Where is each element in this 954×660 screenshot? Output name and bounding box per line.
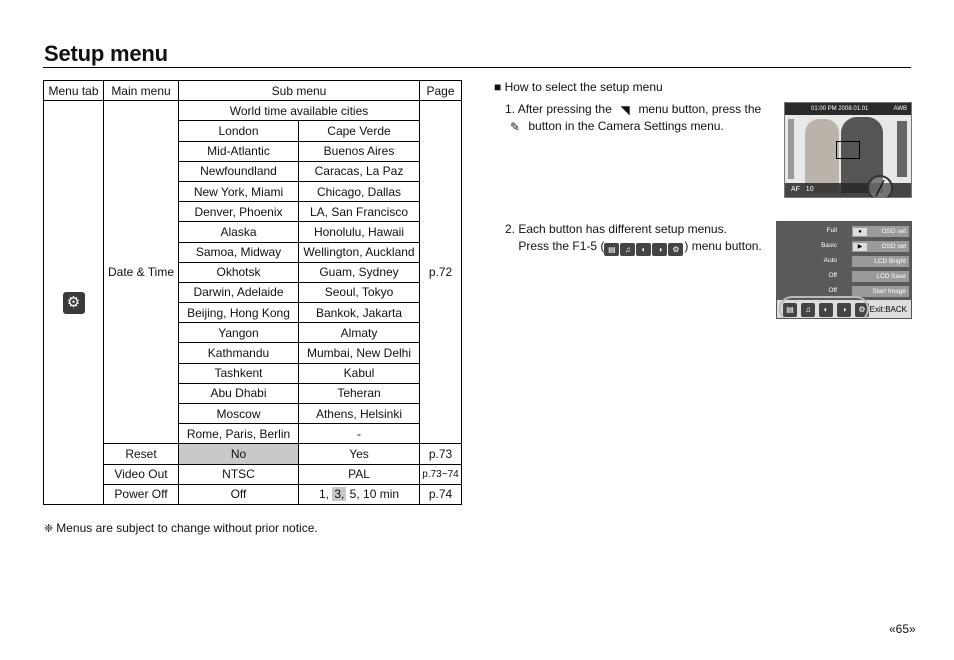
city-cell: Mumbai, New Delhi [299, 343, 420, 363]
city-cell: Athens, Helsinki [299, 404, 420, 424]
step-2 [505, 221, 775, 257]
f3-icon: ◐ [636, 243, 651, 256]
table-row [44, 444, 462, 464]
city-cell: Kabul [299, 363, 420, 383]
lcd-row-left: Off [828, 272, 837, 279]
city-cell: Newfoundland [179, 161, 299, 181]
lcd-menu-row [777, 254, 911, 268]
step-2-number: 2. [505, 222, 516, 236]
step-2-text-post: ) menu button. [684, 239, 762, 253]
step-1-text-post: button in the Camera Settings menu. [528, 119, 724, 133]
lcd-menu-row [777, 269, 911, 283]
lcd-af-label: AF [791, 186, 800, 193]
howto-heading [494, 80, 663, 94]
city-cell: Alaska [179, 222, 299, 242]
city-cell: Yangon [179, 323, 299, 343]
lcd-row-right: LCD Bright [852, 256, 909, 267]
page-ref-reset: p.73 [420, 444, 462, 464]
city-cell: LA, San Francisco [299, 202, 420, 222]
lcd-row-right: Start Image [852, 286, 909, 297]
page-title: Setup menu [44, 41, 168, 66]
step-2-text-line1: Each button has different setup menus. [518, 222, 727, 236]
city-cell: Honolulu, Hawaii [299, 222, 420, 242]
step-1-text-pre: After pressing the [517, 102, 612, 116]
main-menu-video-out: Video Out [104, 464, 179, 484]
f1-f5-icons [604, 240, 684, 257]
city-cell: - [299, 424, 420, 444]
city-cell: Tashkent [179, 363, 299, 383]
city-cell: Seoul, Tokyo [299, 282, 420, 302]
city-cell: Cape Verde [299, 121, 420, 141]
f2-sound-icon: ♫ [801, 303, 815, 317]
city-cell: Moscow [179, 404, 299, 424]
focus-frame [836, 141, 860, 159]
menu-button-highlight-icon: ╱ [867, 175, 893, 198]
howto-heading-text: How to select the setup menu [504, 80, 663, 94]
title-rule [43, 67, 911, 68]
reset-option-no: No [179, 444, 299, 464]
f3-icon: ◐ [819, 303, 833, 317]
city-cell: Teheran [299, 383, 420, 403]
page-ref-power-off: p.74 [420, 484, 462, 504]
f1-icon: ▤ [783, 303, 797, 317]
city-cell: London [179, 121, 299, 141]
city-cell: Mid-Atlantic [179, 141, 299, 161]
lcd-datetime: 01:00 PM 2008.01.01 [811, 106, 869, 112]
lcd-row-left: Full [826, 227, 837, 234]
setup-gear-icon: ⚙ [63, 292, 85, 314]
power-off-minutes-post: 5, 10 min [349, 487, 400, 502]
city-cell: Buenos Aires [299, 141, 420, 161]
table-row [44, 484, 462, 504]
note-text: Menus are subject to change without prior notice. [56, 521, 318, 535]
lcd-row-right: LCD Save [852, 271, 909, 282]
city-cell: Darwin, Adelaide [179, 282, 299, 302]
note-mark: ❈ [44, 523, 54, 535]
page-ref-video-out: p.73~74 [420, 464, 462, 484]
lcd-row-selector-icon: ▶ [853, 243, 867, 251]
power-off-minutes-pre: 1, [318, 487, 329, 502]
setup-wrench-icon: ✎ [509, 120, 521, 134]
city-cell: Abu Dhabi [179, 383, 299, 403]
header-menu-tab: Menu tab [44, 81, 104, 101]
city-cell: Beijing, Hong Kong [179, 303, 299, 323]
table-row [44, 101, 462, 121]
change-notice [44, 521, 318, 535]
step-1 [505, 101, 767, 135]
lcd-row-left: Off [828, 287, 837, 294]
zoom-bar [788, 119, 794, 179]
lcd-menu-row [777, 239, 911, 253]
menu-tab-cell [44, 101, 104, 505]
video-out-option-ntsc: NTSC [179, 464, 299, 484]
city-cell: Wellington, Auckland [299, 242, 420, 262]
lcd-row-right: OSD set [852, 226, 909, 237]
setup-menu-table [43, 80, 462, 505]
step-2-text-pre: Press the F1-5 ( [518, 239, 605, 253]
city-cell: Chicago, Dallas [299, 181, 420, 201]
lcd-row-right: OSD set [852, 241, 909, 252]
table-row [44, 464, 462, 484]
f4-icon: ◑ [837, 303, 851, 317]
city-cell: Caracas, La Paz [299, 161, 420, 181]
city-cell: Almaty [299, 323, 420, 343]
f4-icon: ◑ [652, 243, 667, 256]
lcd-menu-row [777, 224, 911, 238]
lcd-row-selector-icon: ● [853, 228, 867, 236]
power-off-option-minutes [299, 484, 420, 504]
city-cell: New York, Miami [179, 181, 299, 201]
lcd-awb-label: AWB [893, 106, 907, 112]
f5-gear-icon: ⚙ [855, 303, 869, 317]
function-keys-highlight [779, 296, 869, 319]
city-cell: Guam, Sydney [299, 262, 420, 282]
f1-icon: ▤ [604, 243, 619, 256]
city-cell: Kathmandu [179, 343, 299, 363]
step-1-number: 1. [505, 102, 516, 116]
power-off-minutes-selected: 3, [334, 487, 345, 502]
world-time-header: World time available cities [179, 101, 420, 121]
camera-lcd-screenshot-2 [776, 221, 912, 319]
right-icon-column [897, 121, 907, 177]
city-cell: Bankok, Jakarta [299, 303, 420, 323]
heading-square-icon: ■ [494, 80, 502, 94]
video-out-option-pal: PAL [299, 464, 420, 484]
lcd-value: 10 [805, 186, 814, 193]
table-header-row [44, 81, 462, 101]
city-cell: Rome, Paris, Berlin [179, 424, 299, 444]
photo-person-left [805, 119, 839, 193]
f5-gear-icon: ⚙ [668, 243, 683, 256]
city-cell: Denver, Phoenix [179, 202, 299, 222]
city-cell: Samoa, Midway [179, 242, 299, 262]
main-menu-reset: Reset [104, 444, 179, 464]
main-menu-date-time: Date & Time [104, 101, 179, 444]
page-number: «65» [889, 622, 916, 636]
lcd-row-left: Auto [823, 257, 837, 264]
step-1-text-mid: menu button, press the [638, 102, 762, 116]
reset-option-yes: Yes [299, 444, 420, 464]
menu-icon: ◥ [620, 103, 630, 117]
header-page: Page [420, 81, 462, 101]
lcd-top-bar [785, 103, 911, 115]
page-ref-date-time: p.72 [420, 101, 462, 444]
lcd-row-left: Basic [821, 242, 837, 249]
header-main-menu: Main menu [104, 81, 179, 101]
city-cell: Okhotsk [179, 262, 299, 282]
lcd-exit-label: Exit:BACK [869, 305, 907, 314]
header-sub-menu: Sub menu [179, 81, 420, 101]
camera-lcd-screenshot-1 [784, 102, 912, 198]
main-menu-power-off: Power Off [104, 484, 179, 504]
f2-sound-icon: ♫ [620, 243, 635, 256]
power-off-option-off: Off [179, 484, 299, 504]
